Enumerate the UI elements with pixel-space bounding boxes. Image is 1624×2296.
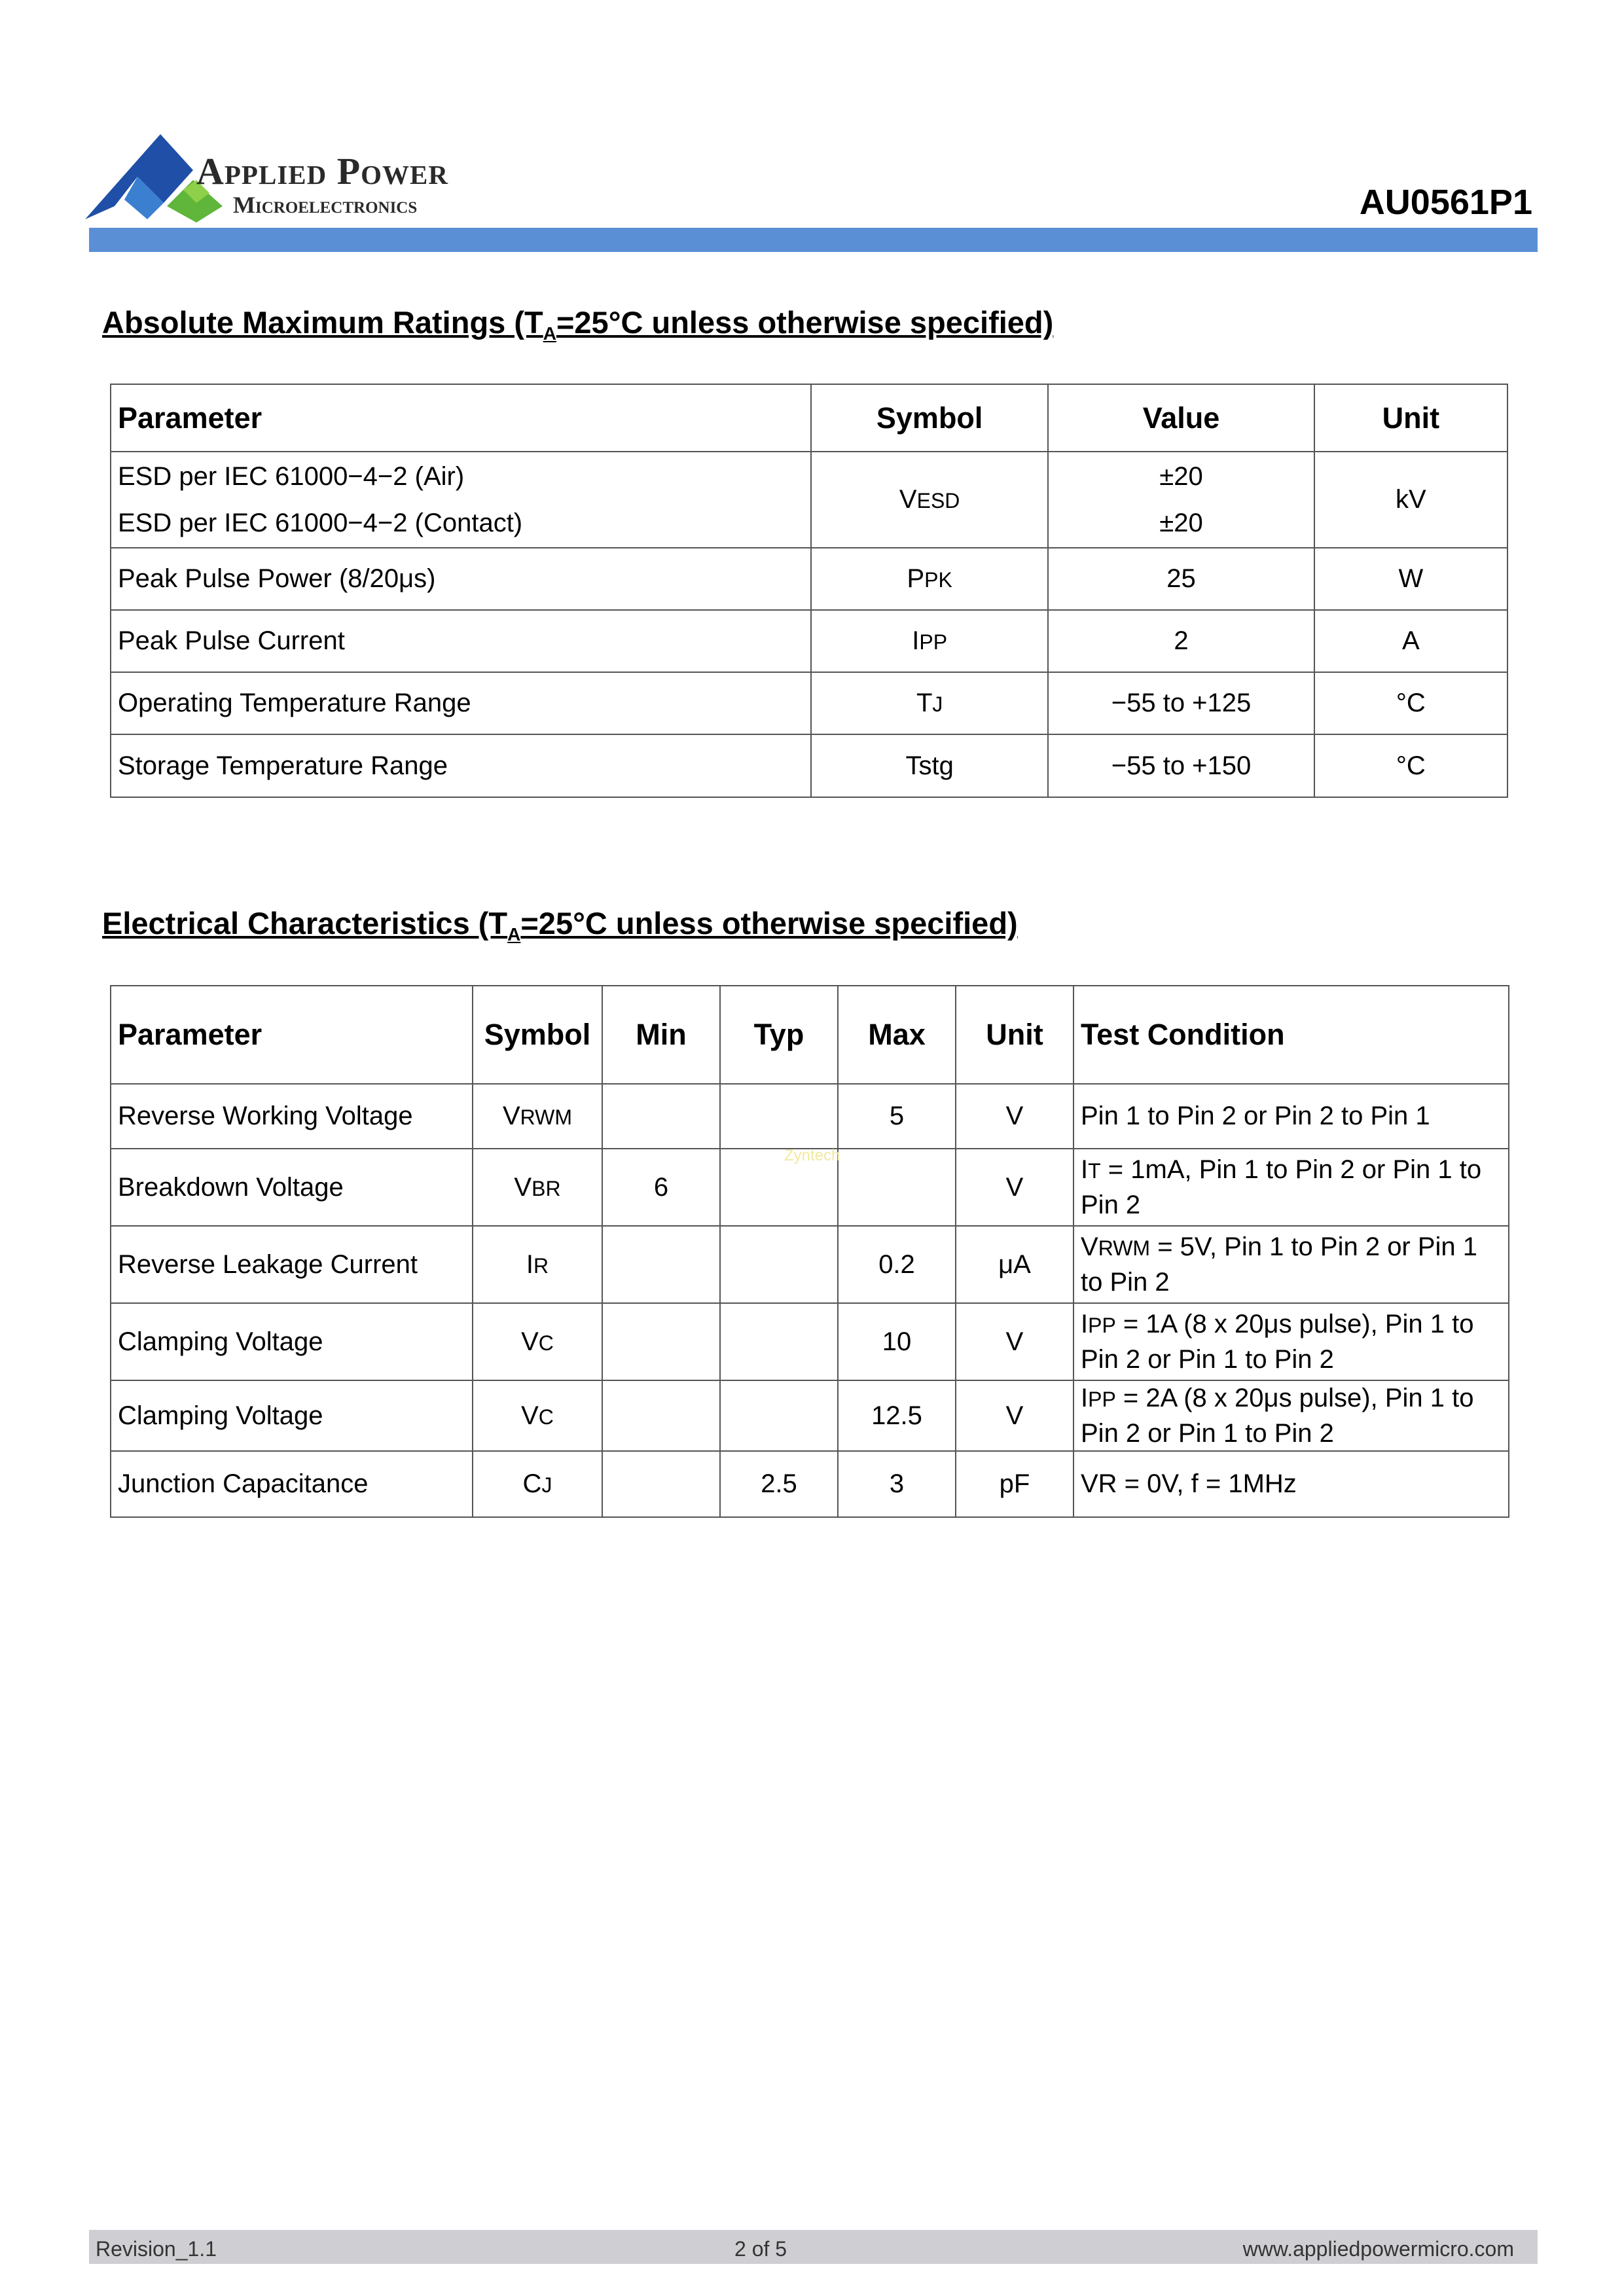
ec-header-test-condition: Test Condition <box>1074 986 1509 1084</box>
watermark: Zyntech <box>784 1147 840 1164</box>
ec-tc-symbol: V <box>1081 1232 1098 1261</box>
amr-header-row <box>111 384 1507 452</box>
ec-symbol-main: V <box>502 1102 520 1130</box>
ec-header-max: Max <box>838 986 956 1084</box>
amr-row <box>111 734 1507 797</box>
amr-param: Peak Pulse Power (8/20μs) <box>111 548 811 610</box>
amr-esd-value-air: ±20 <box>1159 461 1203 491</box>
amr-row <box>111 610 1507 672</box>
ec-symbol-main: V <box>521 1327 539 1356</box>
amr-header-unit: Unit <box>1314 384 1507 452</box>
amr-unit: °C <box>1314 672 1507 734</box>
amr-unit: °C <box>1314 734 1507 797</box>
amr-esd-param-air: ESD per IEC 61000−4−2 (Air) <box>118 461 465 491</box>
ec-min <box>602 1451 720 1517</box>
ec-min <box>602 1380 720 1451</box>
ec-header-row <box>111 986 1509 1084</box>
ec-typ <box>720 1380 838 1451</box>
ec-tc-symbol-sub: RWM <box>1098 1236 1151 1260</box>
part-number: AU0561P1 <box>1359 183 1532 222</box>
amr-param: Storage Temperature Range <box>111 734 811 797</box>
amr-header-value: Value <box>1048 384 1314 452</box>
amr-row <box>111 548 1507 610</box>
ec-header-typ: Typ <box>720 986 838 1084</box>
header-bar <box>89 228 1538 252</box>
amr-symbol <box>811 548 1048 610</box>
ec-tc-symbol-sub: PP <box>1088 1314 1116 1337</box>
ec-title <box>102 905 1018 945</box>
ec-symbol <box>473 1084 602 1149</box>
ec-test-condition <box>1074 1226 1509 1303</box>
footer-website-link[interactable]: www.appliedpowermicro.com <box>1242 2237 1514 2261</box>
ec-tc-text: = 5V, Pin 1 to Pin 2 or Pin 1 to Pin 2 <box>1081 1232 1478 1297</box>
ec-symbol-main: C <box>522 1469 542 1498</box>
ec-symbol-sub: R <box>533 1253 549 1278</box>
amr-row <box>111 672 1507 734</box>
footer-revision: Revision_1.1 <box>96 2237 217 2261</box>
ec-param: Clamping Voltage <box>111 1303 473 1380</box>
ec-unit: V <box>956 1084 1074 1149</box>
amr-symbol-sub: PK <box>924 568 952 592</box>
amr-param: Peak Pulse Current <box>111 610 811 672</box>
footer-page-number: 2 of 5 <box>734 2237 787 2261</box>
ec-tc-text: VR = 0V, f = 1MHz <box>1081 1469 1297 1498</box>
amr-symbol-sub: J <box>932 692 943 716</box>
ec-title-main: Electrical Characteristics (T <box>102 906 508 941</box>
amr-symbol <box>811 672 1048 734</box>
ec-tc-symbol: I <box>1081 1384 1089 1412</box>
ec-typ: 2.5 <box>720 1451 838 1517</box>
ec-title-sub: A <box>507 924 521 944</box>
amr-symbol-main: Tstg <box>905 751 954 780</box>
ec-table <box>110 985 1509 1518</box>
ec-symbol-main: I <box>526 1249 533 1279</box>
amr-param: Operating Temperature Range <box>111 672 811 734</box>
ec-param: Reverse Working Voltage <box>111 1084 473 1149</box>
ec-unit: pF <box>956 1451 1074 1517</box>
ec-symbol-sub: BR <box>532 1176 561 1200</box>
amr-symbol-sub: PP <box>919 630 948 654</box>
ec-row <box>111 1226 1509 1303</box>
amr-table <box>110 384 1508 798</box>
ec-symbol-main: V <box>514 1172 532 1202</box>
ec-unit: V <box>956 1149 1074 1226</box>
ec-tc-symbol: I <box>1081 1310 1089 1338</box>
ec-typ <box>720 1084 838 1149</box>
amr-value: 2 <box>1048 610 1314 672</box>
ec-symbol-sub: C <box>538 1331 554 1355</box>
amr-header-symbol: Symbol <box>811 384 1048 452</box>
amr-row-esd <box>111 452 1507 548</box>
ec-max: 0.2 <box>838 1226 956 1303</box>
amr-unit: W <box>1314 548 1507 610</box>
amr-title <box>102 304 1053 344</box>
ec-header-unit: Unit <box>956 986 1074 1084</box>
amr-esd-symbol <box>811 452 1048 548</box>
ec-test-condition <box>1074 1451 1509 1517</box>
amr-unit: A <box>1314 610 1507 672</box>
ec-row <box>111 1380 1509 1451</box>
ec-max: 5 <box>838 1084 956 1149</box>
company-name-line2: Microelectronics <box>233 192 418 218</box>
ec-symbol <box>473 1303 602 1380</box>
amr-symbol <box>811 610 1048 672</box>
ec-symbol <box>473 1451 602 1517</box>
ec-unit: μA <box>956 1226 1074 1303</box>
amr-symbol-main: P <box>907 564 925 593</box>
ec-symbol-sub: RWM <box>520 1105 573 1129</box>
ec-max <box>838 1149 956 1226</box>
ec-unit: V <box>956 1380 1074 1451</box>
ec-param: Reverse Leakage Current <box>111 1226 473 1303</box>
ec-symbol <box>473 1149 602 1226</box>
ec-tc-symbol-sub: T <box>1088 1159 1101 1183</box>
ec-header-parameter: Parameter <box>111 986 473 1084</box>
amr-header-parameter: Parameter <box>111 384 811 452</box>
amr-title-sub: A <box>543 323 556 344</box>
amr-esd-param-contact: ESD per IEC 61000−4−2 (Contact) <box>118 508 523 537</box>
ec-test-condition <box>1074 1149 1509 1226</box>
amr-esd-symbol-sub: ESD <box>916 489 960 512</box>
ec-row <box>111 1451 1509 1517</box>
ec-tc-text: = 1A (8 x 20μs pulse), Pin 1 to Pin 2 or Pin 1 to Pin 2 <box>1081 1310 1474 1374</box>
amr-esd-param <box>111 452 811 548</box>
ec-test-condition <box>1074 1380 1509 1451</box>
ec-symbol-main: V <box>521 1401 539 1430</box>
ec-symbol-sub: C <box>538 1405 554 1429</box>
ec-tc-text: Pin 1 to Pin 2 or Pin 2 to Pin 1 <box>1081 1101 1430 1130</box>
ec-param: Clamping Voltage <box>111 1380 473 1451</box>
company-name-line1: Applied Power <box>196 150 449 192</box>
amr-title-main: Absolute Maximum Ratings (T <box>102 305 543 340</box>
amr-esd-symbol-main: V <box>899 485 917 514</box>
amr-esd-value <box>1048 452 1314 548</box>
ec-tc-symbol: I <box>1081 1155 1089 1184</box>
ec-tc-symbol-sub: PP <box>1088 1388 1116 1411</box>
amr-value: −55 to +125 <box>1048 672 1314 734</box>
amr-symbol-main: I <box>912 626 920 655</box>
ec-test-condition <box>1074 1303 1509 1380</box>
amr-title-rest: =25°C unless otherwise specified) <box>556 305 1054 340</box>
ec-typ <box>720 1303 838 1380</box>
ec-tc-text: = 2A (8 x 20μs pulse), Pin 1 to Pin 2 or Pin 1 to Pin 2 <box>1081 1384 1474 1448</box>
ec-header-symbol: Symbol <box>473 986 602 1084</box>
ec-min: 6 <box>602 1149 720 1226</box>
ec-row <box>111 1303 1509 1380</box>
ec-symbol-sub: J <box>541 1473 552 1497</box>
ec-max: 12.5 <box>838 1380 956 1451</box>
ec-row <box>111 1084 1509 1149</box>
ec-unit: V <box>956 1303 1074 1380</box>
ec-max: 10 <box>838 1303 956 1380</box>
amr-esd-unit: kV <box>1314 452 1507 548</box>
amr-symbol-main: T <box>916 689 933 717</box>
ec-param: Breakdown Voltage <box>111 1149 473 1226</box>
ec-symbol <box>473 1380 602 1451</box>
amr-symbol <box>811 734 1048 797</box>
ec-header-min: Min <box>602 986 720 1084</box>
ec-test-condition <box>1074 1084 1509 1149</box>
amr-esd-value-contact: ±20 <box>1159 508 1203 537</box>
ec-min <box>602 1303 720 1380</box>
ec-min <box>602 1226 720 1303</box>
ec-param: Junction Capacitance <box>111 1451 473 1517</box>
ec-tc-text: = 1mA, Pin 1 to Pin 2 or Pin 1 to Pin 2 <box>1081 1155 1482 1219</box>
ec-symbol <box>473 1226 602 1303</box>
ec-title-rest: =25°C unless otherwise specified) <box>520 906 1018 941</box>
amr-value: −55 to +150 <box>1048 734 1314 797</box>
ec-typ <box>720 1226 838 1303</box>
ec-min <box>602 1084 720 1149</box>
amr-value: 25 <box>1048 548 1314 610</box>
ec-max: 3 <box>838 1451 956 1517</box>
